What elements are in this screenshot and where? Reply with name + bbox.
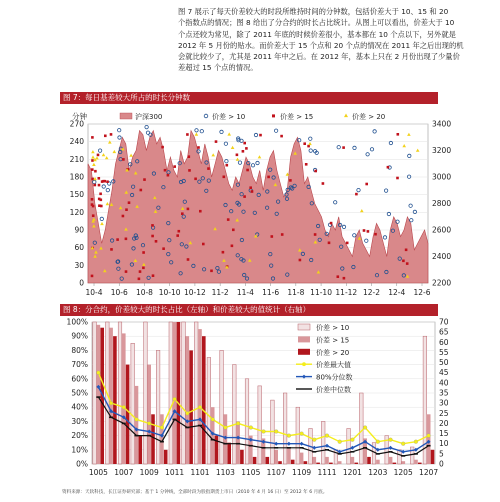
gt15-point — [139, 270, 142, 273]
legend-label: 沪深300 — [135, 113, 163, 121]
paragraph-line: 个指数点的情况；图 8 给出了分合约的时长占比统计。从图上可以看出，价差大于 10 — [178, 18, 455, 28]
gt15-point — [280, 135, 283, 138]
gt15-point — [202, 243, 205, 246]
left-tick-label: 150 — [69, 190, 84, 200]
gt15-point — [227, 218, 230, 221]
legend-swatch-hs300 — [120, 113, 132, 119]
gt15-bar — [389, 457, 393, 464]
right-tick-label: 25 — [439, 408, 449, 418]
gt15-point — [223, 176, 226, 179]
gt15-point — [343, 277, 346, 280]
right-tick-label: 3400 — [432, 119, 452, 129]
gt20-bar — [393, 463, 397, 464]
gt10-bar — [347, 429, 351, 465]
gt15-point — [155, 240, 158, 243]
left-tick-label: 60 — [74, 243, 84, 253]
legend-swatch-gt10 — [204, 114, 208, 118]
x-tick-label: 10-6 — [110, 288, 128, 297]
gt15-bar — [274, 450, 278, 464]
gt20-bar — [177, 322, 181, 464]
left-tick-label: 100% — [66, 317, 88, 327]
max-point — [173, 397, 177, 401]
paragraph-line: 会就比较少了，尤其是 2011 年中之后。在 2012 年，基本上只在 2 月份出现了少量价 — [178, 52, 460, 62]
gt20-bar — [113, 336, 117, 464]
gt15-point — [173, 165, 176, 168]
max-point — [224, 426, 228, 430]
gt15-point — [125, 208, 128, 211]
gt15-point — [125, 238, 128, 241]
left-tick-label: 40% — [71, 402, 88, 412]
left-tick-label: 30% — [71, 416, 88, 426]
gt15-point — [97, 154, 100, 157]
gt15-point — [142, 251, 145, 254]
max-point — [325, 434, 329, 438]
gt15-bar — [287, 447, 291, 464]
gt15-point — [161, 146, 164, 149]
gt15-point — [405, 249, 408, 252]
gt15-point — [122, 158, 125, 161]
gt15-point — [143, 178, 146, 181]
gt15-point — [207, 167, 210, 170]
right-tick-label: 40 — [439, 378, 449, 388]
gt20-bar — [355, 463, 359, 464]
gt15-bar — [198, 329, 202, 464]
gt10-bar — [245, 379, 249, 464]
max-point — [338, 440, 342, 444]
gt15-point — [186, 133, 189, 136]
gt20-bar — [304, 461, 308, 464]
gt10-bar — [118, 322, 122, 464]
gt15-point — [242, 150, 245, 153]
right-tick-label: 55 — [439, 347, 449, 357]
gt15-bar — [402, 461, 406, 464]
gt20-bar — [126, 365, 130, 464]
gt10-bar — [194, 322, 198, 464]
x-tick-label: 12-2 — [363, 288, 381, 297]
gt15-bar — [414, 460, 418, 464]
gt15-bar — [236, 421, 240, 464]
gt15-bar — [325, 457, 329, 464]
gt15-bar — [147, 365, 151, 464]
gt15-point — [396, 177, 399, 180]
gt15-point — [181, 212, 184, 215]
gt15-point — [104, 135, 107, 138]
gt15-point — [226, 164, 229, 167]
x-tick-label: 1201 — [342, 468, 362, 477]
right-tick-label: 30 — [439, 398, 449, 408]
source-note: 资料来源：天软科技，长江证券研究部；基于 1 分钟线，全部时段为股指期货上市日（2010 年 4 月 16 日）至 2012 年 6 月底。 — [62, 490, 328, 495]
x-tick-label: 10-8 — [135, 288, 153, 297]
gt15-point — [91, 198, 94, 201]
right-tick-label: 50 — [439, 358, 449, 368]
gt15-point — [259, 134, 262, 137]
gt15-point — [99, 193, 102, 196]
gt15-point — [246, 169, 249, 172]
max-point — [427, 434, 431, 438]
x-tick-label: 1111 — [317, 468, 337, 477]
max-point — [262, 430, 266, 434]
max-point — [363, 426, 367, 430]
x-tick-label: 1007 — [114, 468, 134, 477]
legend-label: 价差 > 20 — [352, 113, 386, 121]
gt10-bar — [131, 343, 135, 464]
gt20-bar — [278, 461, 282, 464]
gt15-point — [91, 136, 94, 139]
x-tick-label: 1105 — [241, 468, 261, 477]
gt15-point — [91, 159, 94, 162]
x-tick-label: 1009 — [139, 468, 159, 477]
gt20-bar — [431, 450, 435, 464]
gt15-point — [162, 247, 165, 250]
gt15-bar — [122, 333, 126, 464]
gt10-bar — [93, 322, 97, 464]
gt15-bar — [338, 461, 342, 464]
gt15-point — [142, 267, 145, 270]
gt10-bar — [207, 358, 211, 465]
gt15-point — [188, 155, 191, 158]
gt10-bar — [156, 350, 160, 464]
gt20-bar — [253, 457, 257, 464]
gt10-bar — [398, 450, 402, 464]
gt15-point — [122, 215, 125, 218]
gt20-bar — [240, 450, 244, 464]
intro-paragraph — [178, 6, 464, 74]
gt15-point — [374, 233, 377, 236]
gt15-point — [98, 184, 101, 187]
paragraph-line: 差超过 15 个点的情况。 — [178, 63, 258, 73]
x-tick-label: 10-12 — [184, 288, 206, 297]
left-tick-label: 80% — [71, 345, 88, 355]
left-tick-label: 30 — [74, 260, 84, 270]
x-tick-label: 1109 — [292, 468, 312, 477]
x-tick-label: 11-4 — [236, 288, 254, 297]
gt15-point — [103, 180, 106, 183]
max-point — [185, 411, 189, 415]
left-tick-label: 90 — [74, 225, 84, 235]
left-tick-label: 210 — [69, 154, 84, 164]
gt15-bar — [109, 328, 113, 464]
gt15-point — [194, 178, 197, 181]
gt15-point — [116, 238, 119, 241]
gt15-point — [151, 224, 154, 227]
gt20-bar — [329, 463, 333, 464]
gt15-point — [307, 145, 310, 148]
gt15-point — [178, 230, 181, 233]
gt20-bar — [139, 436, 143, 464]
right-tick-label: 3000 — [432, 172, 452, 182]
max-point — [389, 438, 393, 442]
legend-label: 价差 > 10 — [212, 113, 246, 121]
max-point — [312, 438, 316, 442]
gt10-bar — [258, 386, 262, 464]
gt15-point — [210, 270, 213, 273]
legend-swatch-gt15 — [298, 336, 310, 342]
x-tick-label: 11-10 — [310, 288, 332, 297]
gt10-bar — [182, 322, 186, 464]
right-tick-label: 5 — [439, 449, 444, 459]
legend-label: 价差 > 10 — [316, 324, 350, 332]
x-tick-label: 1203 — [368, 468, 388, 477]
left-tick-label: 50% — [71, 388, 88, 398]
gt15-point — [271, 235, 274, 238]
x-tick-label: 12-6 — [413, 288, 431, 297]
gt15-bar — [173, 322, 177, 464]
gt15-point — [251, 190, 254, 193]
gt15-point — [101, 180, 104, 183]
legend-label: 80%分位数 — [316, 373, 353, 382]
gt15-point — [167, 174, 170, 177]
gt20-bar — [291, 460, 295, 464]
gt15-point — [267, 176, 270, 179]
gt10-bar — [169, 322, 173, 464]
x-tick-label: 1103 — [215, 468, 235, 477]
gt10-bar — [360, 393, 364, 464]
gt15-point — [92, 205, 95, 208]
legend-label: 价差 > 15 — [316, 336, 350, 345]
gt15-point — [151, 235, 154, 238]
legend-label: 价差 > 15 — [280, 113, 314, 121]
legend-label: 价差最大值 — [316, 361, 351, 370]
gt15-point — [406, 262, 409, 265]
gt15-point — [94, 170, 97, 173]
gt20-bar — [215, 436, 219, 464]
legend-marker-max — [302, 362, 306, 366]
right-tick-label: 60 — [439, 337, 449, 347]
left-tick-label: 240 — [69, 137, 84, 147]
gt15-bar — [376, 460, 380, 464]
max-point — [147, 422, 151, 426]
gt15-point — [314, 233, 317, 236]
gt15-point — [215, 140, 218, 143]
gt15-point — [305, 163, 308, 166]
gt15-bar — [97, 325, 101, 464]
gt15-point — [328, 242, 331, 245]
gt15-point — [199, 210, 202, 213]
gt20-bar — [189, 350, 193, 464]
legend-swatch-gt15 — [272, 114, 275, 117]
gt15-point — [110, 248, 113, 251]
figure-7-title: 图 7：每日基差较大所占的时长分钟数 — [60, 92, 438, 104]
gt15-point — [222, 251, 225, 254]
x-tick-label: 11-6 — [262, 288, 280, 297]
gt15-point — [138, 278, 141, 281]
max-point — [249, 426, 253, 430]
max-point — [109, 401, 113, 405]
gt10-bar — [220, 350, 224, 464]
gt15-point — [337, 275, 340, 278]
gt15-point — [98, 204, 101, 207]
left-tick-label: 180 — [69, 172, 84, 182]
gt15-point — [187, 258, 190, 261]
gt20-bar — [202, 336, 206, 464]
x-tick-label: 11-12 — [335, 288, 358, 297]
max-point — [122, 405, 126, 409]
right-tick-label: 0 — [439, 459, 444, 469]
x-tick-label: 11-2 — [211, 288, 229, 297]
gt20-bar — [418, 463, 422, 464]
x-tick-label: 12-4 — [388, 288, 406, 297]
legend-swatch-gt20 — [298, 349, 310, 355]
gt15-bar — [135, 386, 139, 464]
left-tick-label: 0% — [76, 459, 88, 469]
figure-8-chart — [0, 316, 500, 488]
legend-label: 价差 > 20 — [316, 348, 350, 357]
gt20-bar — [266, 457, 270, 464]
right-tick-label: 3200 — [432, 146, 452, 155]
right-tick-label: 10 — [439, 439, 449, 449]
gt15-point — [342, 146, 345, 149]
gt15-point — [387, 166, 390, 169]
legend-label: 价差中位数 — [316, 386, 351, 394]
gt15-bar — [427, 414, 431, 464]
max-point — [274, 430, 278, 434]
figure-8-title: 图 8：分合约，价差较大的时长占比（左轴）和价差较大的值统计（右轴） — [60, 304, 438, 316]
max-point — [97, 371, 101, 375]
gt10-bar — [321, 421, 325, 464]
gt15-point — [289, 179, 292, 182]
right-tick-label: 2800 — [432, 199, 452, 208]
x-tick-label: 1107 — [266, 468, 286, 477]
right-tick-label: 2200 — [432, 278, 452, 288]
gt10-bar — [144, 322, 148, 464]
gt15-point — [128, 201, 131, 204]
gt15-point — [125, 270, 128, 273]
gt15-point — [303, 142, 306, 145]
gt15-point — [232, 229, 235, 232]
gt20-bar — [227, 443, 231, 464]
gt10-bar — [283, 393, 287, 464]
right-tick-label: 2600 — [432, 225, 452, 235]
right-tick-label: 65 — [439, 327, 449, 337]
gt15-point — [281, 233, 284, 236]
y-axis-label: 分钟 — [72, 112, 87, 121]
figure-7-chart — [0, 104, 500, 302]
max-point — [287, 434, 291, 438]
gt15-point — [245, 147, 248, 150]
gt10-bar — [233, 365, 237, 464]
gt15-point — [98, 177, 101, 180]
gt15-point — [346, 242, 349, 245]
x-tick-label: 1005 — [88, 468, 108, 477]
gt15-point — [330, 222, 333, 225]
max-point — [351, 438, 355, 442]
gt15-bar — [351, 457, 355, 464]
left-tick-label: 0 — [79, 278, 84, 288]
left-tick-label: 20% — [71, 431, 88, 441]
gt15-point — [187, 208, 190, 211]
gt15-point — [188, 169, 191, 172]
gt20-bar — [164, 450, 168, 464]
left-tick-label: 70% — [71, 360, 88, 370]
gt15-point — [243, 142, 246, 145]
gt10-bar — [296, 407, 300, 464]
max-point — [198, 405, 202, 409]
gt15-point — [197, 146, 200, 149]
left-tick-label: 120 — [69, 207, 84, 217]
gt20-bar — [316, 463, 320, 464]
gt15-point — [92, 214, 95, 217]
gt15-point — [91, 275, 94, 278]
paragraph-line: 图 7 展示了每天价差较大的时段所维持时间的分钟数，包括价差大于 10、15 和 20 — [178, 7, 449, 16]
legend-swatch-gt20 — [344, 114, 348, 118]
gt15-point — [236, 154, 239, 157]
legend-swatch-gt10 — [298, 324, 310, 330]
gt15-bar — [300, 453, 304, 464]
max-point — [376, 440, 380, 444]
x-tick-label: 11-8 — [287, 288, 305, 297]
max-point — [300, 432, 304, 436]
right-tick-label: 35 — [439, 388, 449, 398]
gt20-bar — [367, 457, 371, 464]
x-tick-label: 1205 — [393, 468, 413, 477]
max-point — [414, 440, 418, 444]
left-tick-label: 10% — [71, 445, 88, 455]
gt15-point — [91, 178, 94, 181]
right-tick-label: 45 — [439, 368, 449, 378]
max-point — [236, 422, 240, 426]
right-tick-label: 70 — [439, 317, 449, 327]
x-tick-label: 10-10 — [158, 288, 181, 297]
gt15-point — [176, 234, 179, 237]
x-tick-label: 1207 — [419, 468, 439, 477]
left-tick-label: 270 — [69, 119, 84, 129]
gt20-bar — [151, 414, 155, 464]
max-point — [160, 426, 164, 430]
gt15-bar — [313, 457, 317, 464]
gt15-point — [164, 169, 167, 172]
gt15-point — [314, 170, 317, 173]
gt15-point — [249, 186, 252, 189]
paragraph-line: 2012 年 5 月份的贴水。而价差大于 15 个点和 20 个点的情况在 2011 年之后出现的机 — [178, 40, 464, 50]
gt15-point — [152, 274, 155, 277]
gt15-point — [94, 184, 97, 187]
gt15-point — [355, 193, 358, 196]
gt15-point — [91, 168, 94, 171]
paragraph-line: 个点还较为常见，除了 2011 年底的时候价差很小，基本都在 10 个点以下，另外就是 — [178, 29, 456, 39]
gt15-point — [367, 230, 370, 233]
gt15-point — [322, 182, 325, 185]
gt15-bar — [186, 336, 190, 464]
gt15-point — [397, 133, 400, 136]
max-point — [135, 418, 139, 422]
gt15-point — [98, 198, 101, 201]
right-tick-label: 15 — [439, 429, 449, 439]
gt15-point — [106, 180, 109, 183]
gt15-point — [363, 229, 366, 232]
gt15-point — [231, 245, 234, 248]
left-tick-label: 90% — [71, 331, 88, 341]
x-tick-label: 1101 — [190, 468, 210, 477]
right-tick-label: 2400 — [432, 252, 452, 261]
gt15-bar — [211, 407, 215, 464]
max-point — [401, 442, 405, 446]
x-tick-label: 1011 — [165, 468, 185, 477]
gt15-point — [243, 195, 246, 198]
x-tick-label: 10-4 — [85, 288, 103, 297]
gt15-point — [402, 260, 405, 263]
gt15-point — [365, 183, 368, 186]
left-tick-label: 60% — [71, 374, 88, 384]
gt15-point — [110, 133, 113, 136]
max-point — [211, 418, 215, 422]
right-tick-label: 20 — [439, 418, 449, 428]
gt15-point — [140, 189, 143, 192]
gt15-point — [299, 259, 302, 262]
